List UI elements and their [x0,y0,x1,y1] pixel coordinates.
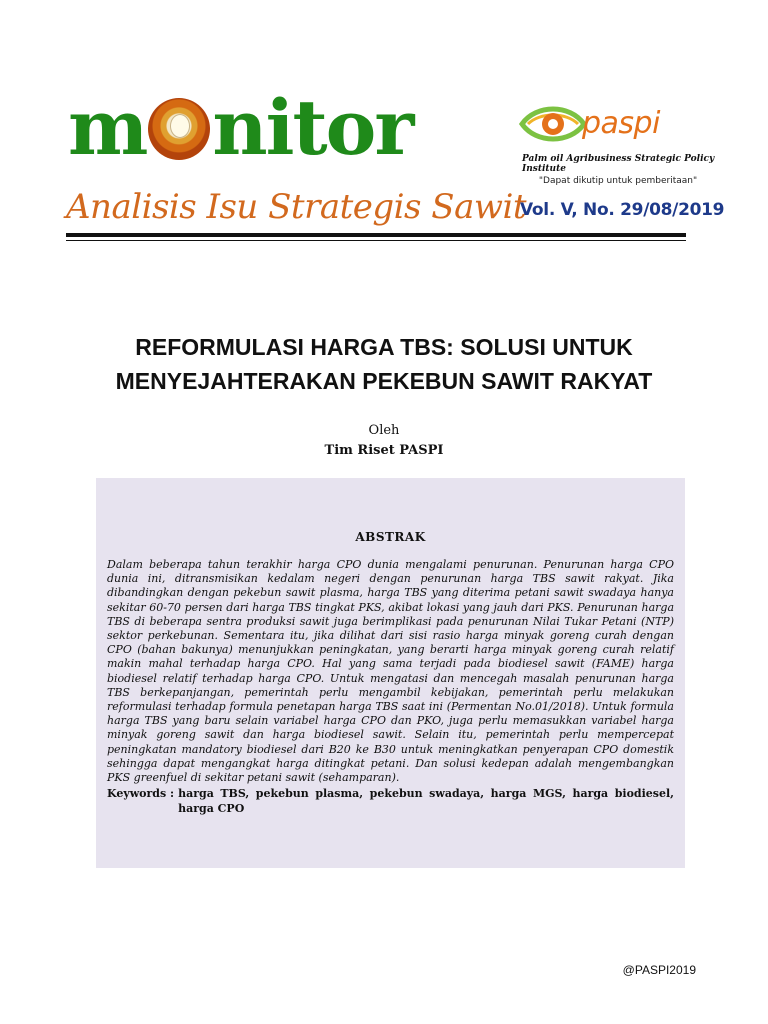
palm-fruit-eye-icon [518,102,588,150]
paspi-motto: "Dapat dikutip untuk pemberitaan" [538,176,698,186]
author-name: Tim Riset PASPI [324,443,444,458]
monitor-brand [68,83,413,172]
masthead-rule-thin [66,240,686,241]
brand-letter-m: m [68,83,147,172]
copyright-footer: @PASPI2019 [622,963,696,977]
keywords-label: Keywords : [107,787,175,800]
volume-number: Vol. V, No. 29/08/2019 [520,200,725,220]
masthead-rule-thick [66,233,686,237]
paspi-wordmark: paspi [582,106,660,141]
keywords-text: harga TBS, pekebun plasma, pekebun swadaya, harga MGS, harga biodiesel, harga CPO [178,787,674,815]
masthead [0,0,768,245]
abstract-box [96,478,685,868]
byline-label: Oleh [368,423,400,438]
keywords [107,787,674,816]
article-title: REFORMULASI HARGA TBS: SOLUSI UNTUK MENYEJAHTERAKAN PEKEBUN SAWIT RAKYAT [115,334,653,394]
masthead-tagline: Analisis Isu Strategis Sawit [66,187,526,227]
abstract-heading: ABSTRAK [355,530,426,544]
abstract-body: Dalam beberapa tahun terakhir harga CPO dunia mengalami penurunan. Penurunan harga CPO dunia ini, ditransmisikan kedalam negeri dengan penurunan harga TBS sawit rakyat. Jika dibandingkan dengan pekebun sawit plasma, harga TBS yang diterima petani sawit swadaya hanya sekitar 60-70 persen dari harga TBS tingkat PKS, akibat lokasi yang jauh dari PKS. Penurunan harga TBS di beberapa sentra produksi sawit juga berimplikasi pada penurunan Nilai Tukar Petani (NTP) sektor perkebunan. Sementara itu, jika dilihat dari sisi rasio harga minyak goreng curah dengan CPO (bahan bakunya) menunjukkan peningkatan, yang berarti harga minyak goreng curah relatif makin mahal terhadap harga CPO. Hal yang sama terjadi pada biodiesel sawit (FAME) harga biodiesel relatif terhadap harga CPO. Untuk mengatasi dan mencegah masalah penurunan harga TBS berkepanjangan, pemerintah perlu mengambil kebijakan, pemerintah perlu melakukan reformulasi terhadap formula penetapan harga TBS saat ini (Permentan No.01/2018). Untuk formula harga TBS yang baru selain variabel harga CPO dan PKO, juga perlu memasukkan variabel harga minyak goreng sawit dan harga biodiesel sawit. Selain itu, pemerintah perlu mempercepat peningkatan mandatory biodiesel dari B20 ke B30 untuk meningkatkan penyerapan CPO domestik sehingga dapat mengangkat harga ditingkat petani. Dan solusi kedepan adalah mengembangkan PKS greenfuel di sekitar petani sawit (sehamparan). [107,558,674,785]
paspi-subtitle: Palm oil Agribusiness Strategic Policy Institute [522,154,715,174]
palm-fruit-icon [148,98,210,160]
paspi-logo [518,102,718,194]
brand-letters-nitor: nitor [212,83,413,172]
